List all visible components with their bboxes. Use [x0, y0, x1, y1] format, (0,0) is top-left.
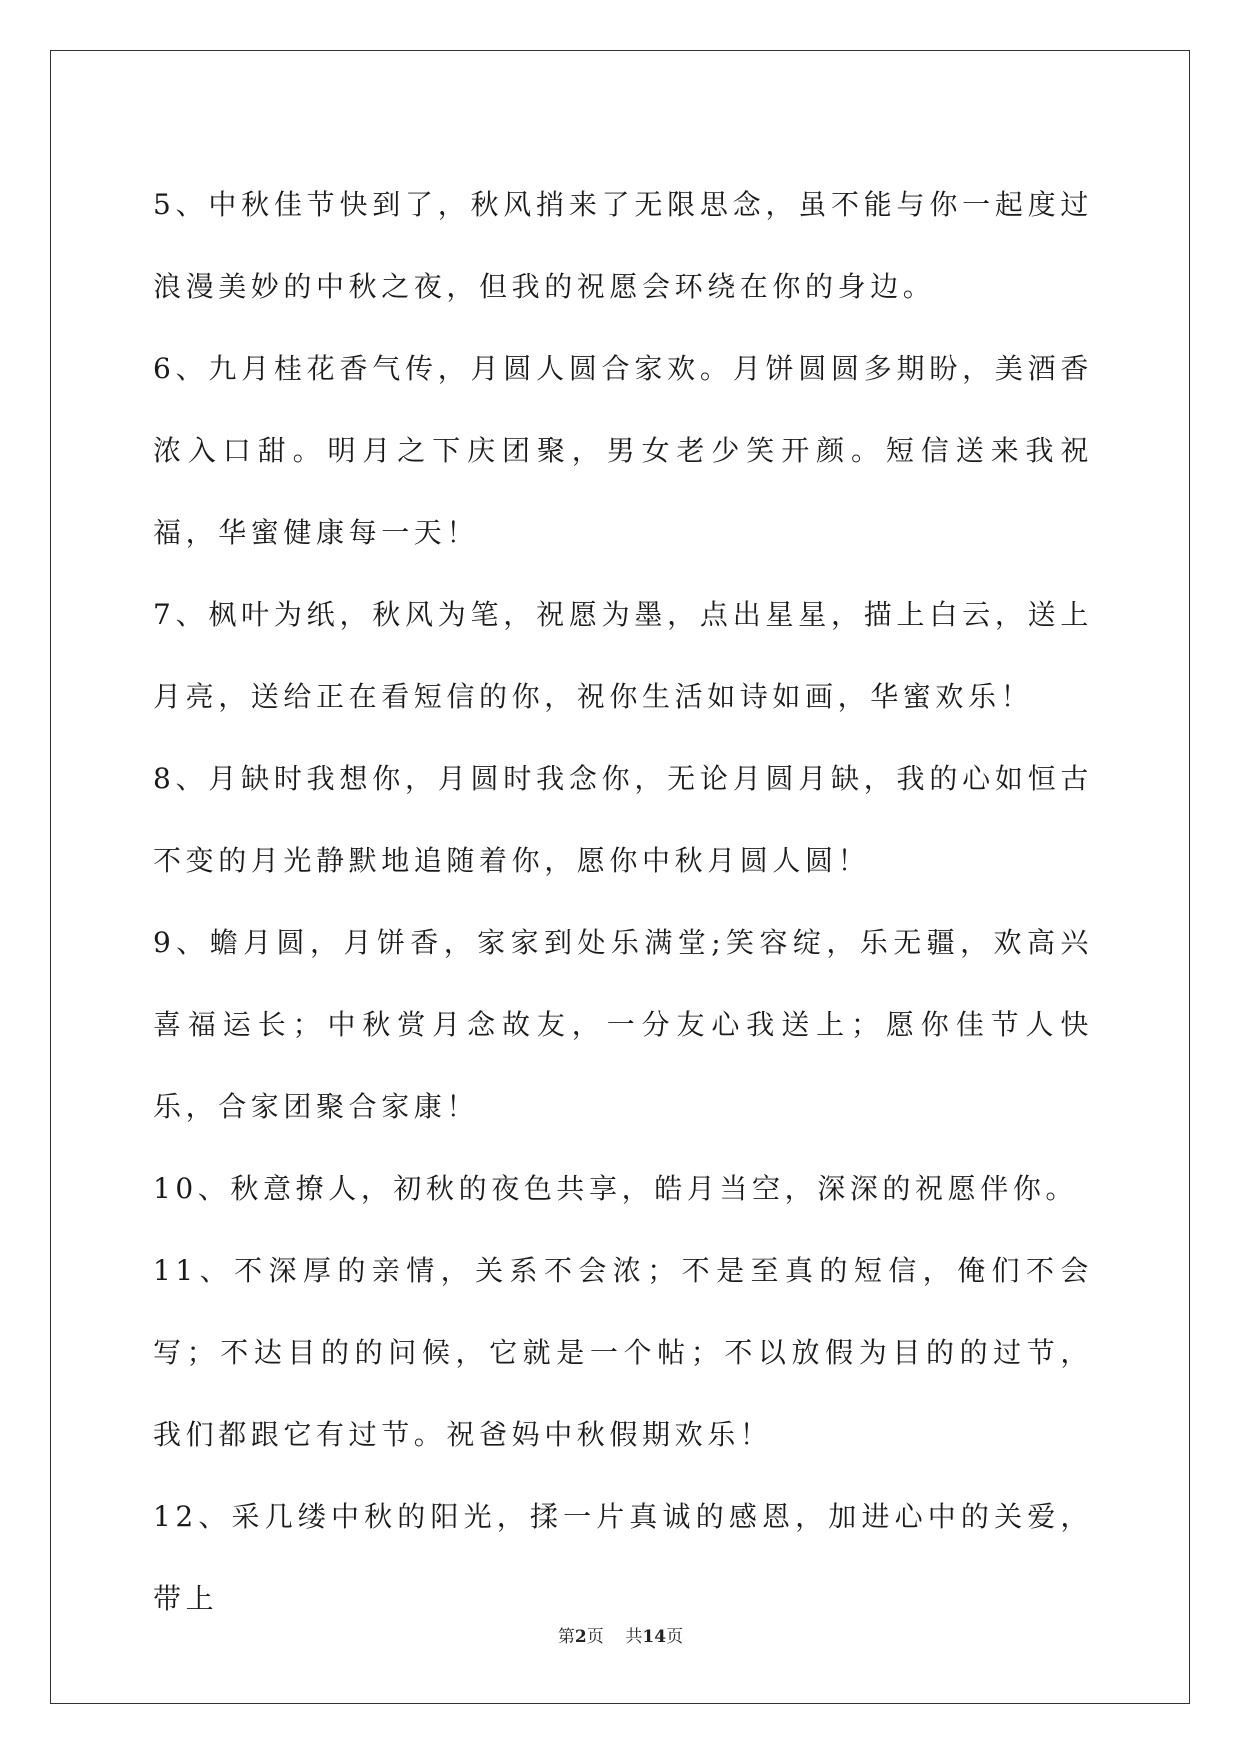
page-footer: [0, 1625, 1241, 1649]
paragraph-6: 6、九月桂花香气传，月圆人圆合家欢。月饼圆圆多期盼，美酒香浓入口甜。明月之下庆团聚，男女老少笑开颜。短信送来我祝福，华蜜健康每一天！: [153, 352, 1093, 549]
page-prefix: 第: [557, 1627, 575, 1647]
page-number: 2: [574, 1627, 587, 1647]
page-suffix: 页: [586, 1627, 604, 1647]
paragraph-9: 9、蟾月圆，月饼香，家家到处乐满堂;笑容绽，乐无疆，欢高兴喜福运长；中秋赏月念故友，一分友心我送上；愿你佳节人快乐，合家团聚合家康！: [153, 926, 1093, 1123]
document-body: [153, 164, 1093, 1640]
paragraph-12: 12、采几缕中秋的阳光，揉一片真诚的感恩，加进心中的关爱，带上: [153, 1500, 1093, 1615]
paragraph-8: 8、月缺时我想你，月圆时我念你，无论月圆月缺，我的心如恒古不变的月光静默地追随着你，愿你中秋月圆人圆！: [153, 762, 1093, 877]
paragraph-11: 11、不深厚的亲情，关系不会浓；不是至真的短信，俺们不会写；不达目的的问候，它就是一个帖；不以放假为目的的过节，我们都跟它有过节。祝爸妈中秋假期欢乐！: [153, 1254, 1093, 1451]
total-pages: 14: [642, 1627, 667, 1647]
paragraph-7: 7、枫叶为纸，秋风为笔，祝愿为墨，点出星星，描上白云，送上月亮，送给正在看短信的你，祝你生活如诗如画，华蜜欢乐！: [153, 598, 1093, 713]
paragraph-5: 5、中秋佳节快到了，秋风捎来了无限思念，虽不能与你一起度过浪漫美妙的中秋之夜，但我的祝愿会环绕在你的身边。: [153, 188, 1093, 303]
paragraph-10: 10、秋意撩人，初秋的夜色共享，皓月当空，深深的祝愿伴你。: [153, 1172, 1079, 1205]
total-prefix: 共: [625, 1627, 643, 1647]
total-suffix: 页: [666, 1627, 684, 1647]
